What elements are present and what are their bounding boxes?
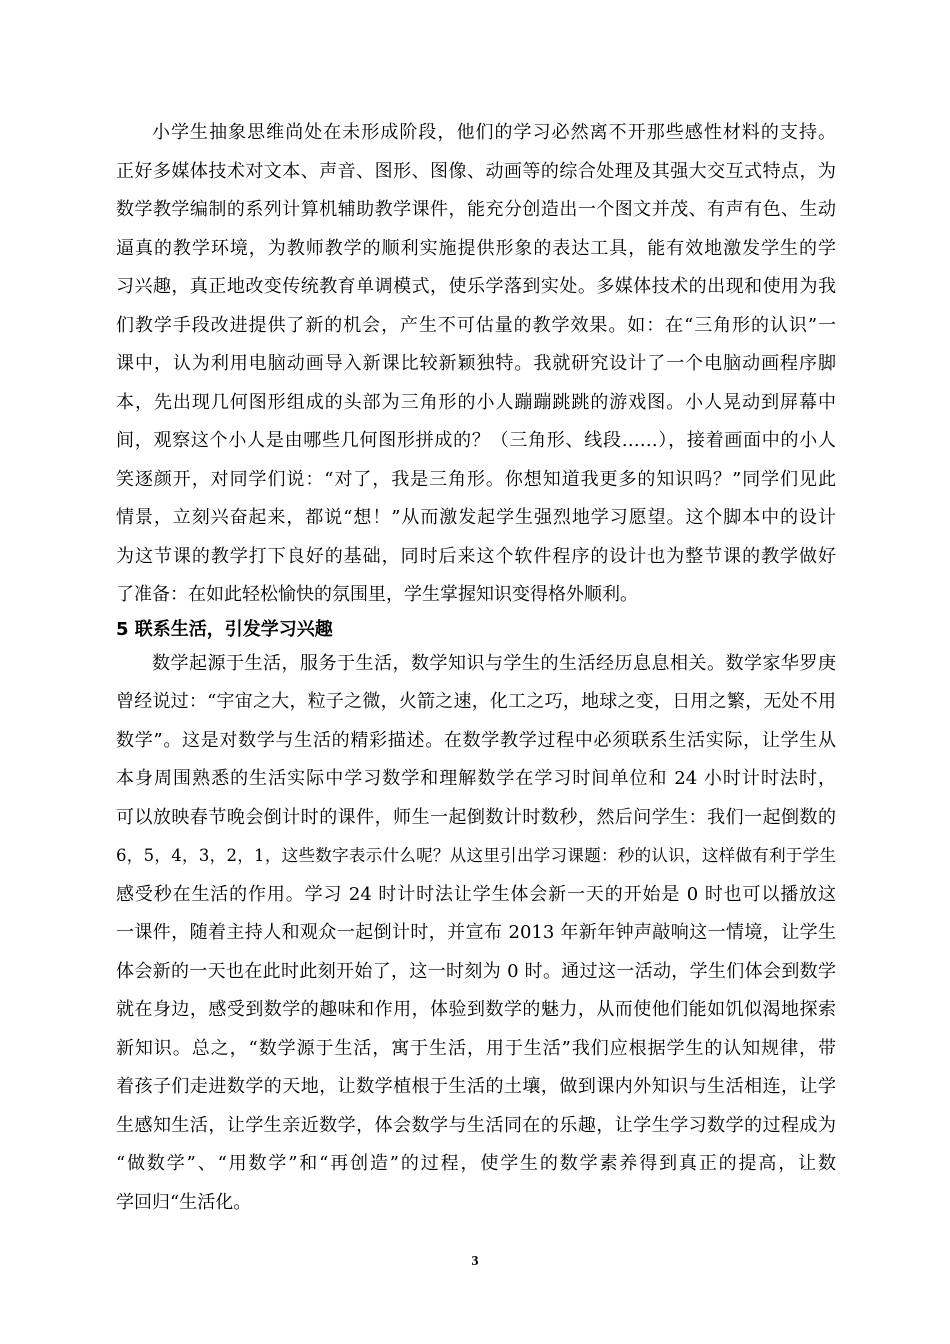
- paragraph-2-line: 数学”。这是对数学与生活的精彩描述。在数学教学过程中必须联系生活实际，让学生从: [116, 730, 836, 751]
- paragraph-1-line: 数学教学编制的系列计算机辅助教学课件，能充分创造出一个图文并茂、有声有色、生动: [116, 199, 836, 220]
- paragraph-2-line: 曾经说过：“宇宙之大，粒子之微，火箭之速，化工之巧，地球之变，日用之繁，无处不用: [116, 691, 836, 712]
- paragraph-2-line: 本身周围熟悉的生活实际中学习数学和理解数学在学习时间单位和 24 小时计时法时，: [116, 768, 836, 789]
- paragraph-2-line: 就在身边，感受到数学的趣味和作用，体验到数学的魅力，从而使他们能如饥似渴地探索: [116, 999, 836, 1020]
- paragraph-1-line: 情景，立刻兴奋起来，都说“想！”从而激发起学生强烈地学习愿望。这个脚本中的设计: [116, 507, 836, 528]
- paragraph-1-line: 习兴趣，真正地改变传统教育单调模式，使乐学落到实处。多媒体技术的出现和使用为我: [116, 276, 836, 297]
- paragraph-2-line: 一课件，随着主持人和观众一起倒计时，并宣布 2013 年新年钟声敲响这一情境，让学生: [116, 922, 836, 943]
- paragraph-1-line: 本，先出现几何图形组成的头部为三角形的小人蹦蹦跳跳的游戏图。小人晃动到屏幕中: [116, 392, 836, 413]
- paragraph-2-line: 着孩子们走进数学的天地，让数学植根于生活的土壤，做到课内外知识与生活相连，让学: [116, 1076, 836, 1097]
- section-heading: 5 联系生活，引发学习兴趣: [116, 619, 333, 640]
- paragraph-1-line: 了准备：在如此轻松愉快的氛围里，学生掌握知识变得格外顺利。: [116, 584, 638, 605]
- paragraph-2-line: 学回归“生活化。: [116, 1192, 252, 1213]
- paragraph-1-line: 正好多媒体技术对文本、声音、图形、图像、动画等的综合处理及其强大交互式特点，为: [116, 161, 836, 182]
- paragraph-1-line: 们教学手段改进提供了新的机会，产生不可估量的教学效果。如：在“三角形的认识”一: [116, 315, 836, 336]
- paragraph-2-line: 数学起源于生活，服务于生活，数学知识与学生的生活经历息息相关。数学家华罗庚: [152, 653, 836, 674]
- paragraph-2-line: 6，5，4，3，2，1，这些数字表示什么呢？从这里引出学习课题：秒的认识，这样做有利于学生: [116, 846, 836, 865]
- paragraph-2-line: 可以放映春节晚会倒计时的课件，师生一起倒数计时数秒，然后问学生：我们一起倒数的: [116, 807, 836, 828]
- paragraph-2-line: 生感知生活，让学生亲近数学，体会数学与生活同在的乐趣，让学生学习数学的过程成为: [116, 1115, 836, 1136]
- page-number: 3: [471, 1254, 479, 1269]
- paragraph-2-line: 新知识。总之，“数学源于生活，寓于生活，用于生活”我们应根据学生的认知规律，带: [116, 1038, 836, 1059]
- paragraph-1-line: 间，观察这个小人是由哪些几何图形拼成的？（三角形、线段……），接着画面中的小人: [116, 430, 836, 451]
- paragraph-1-line: 小学生抽象思维尚处在未形成阶段，他们的学习必然离不开那些感性材料的支持。: [152, 122, 836, 143]
- paragraph-2-line: “做数学”、“用数学”和“再创造”的过程，使学生的数学素养得到真正的提高，让数: [116, 1153, 836, 1174]
- paragraph-1-line: 笑逐颜开，对同学们说：“对了，我是三角形。你想知道我更多的知识吗？”同学们见此: [116, 469, 836, 490]
- paragraph-2-line: 感受秒在生活的作用。学习 24 时计时法让学生体会新一天的开始是 0 时也可以播放这: [116, 884, 836, 905]
- paragraph-2-line: 体会新的一天也在此时此刻开始了，这一时刻为 0 时。通过这一活动，学生们体会到数学: [116, 961, 836, 982]
- paragraph-1-line: 课中，认为利用电脑动画导入新课比较新颖独特。我就研究设计了一个电脑动画程序脚: [116, 353, 836, 374]
- paragraph-1-line: 逼真的教学环境，为教师教学的顺利实施提供形象的表达工具，能有效地激发学生的学: [116, 238, 836, 259]
- paragraph-1-line: 为这节课的教学打下良好的基础，同时后来这个软件程序的设计也为整节课的教学做好: [116, 546, 836, 567]
